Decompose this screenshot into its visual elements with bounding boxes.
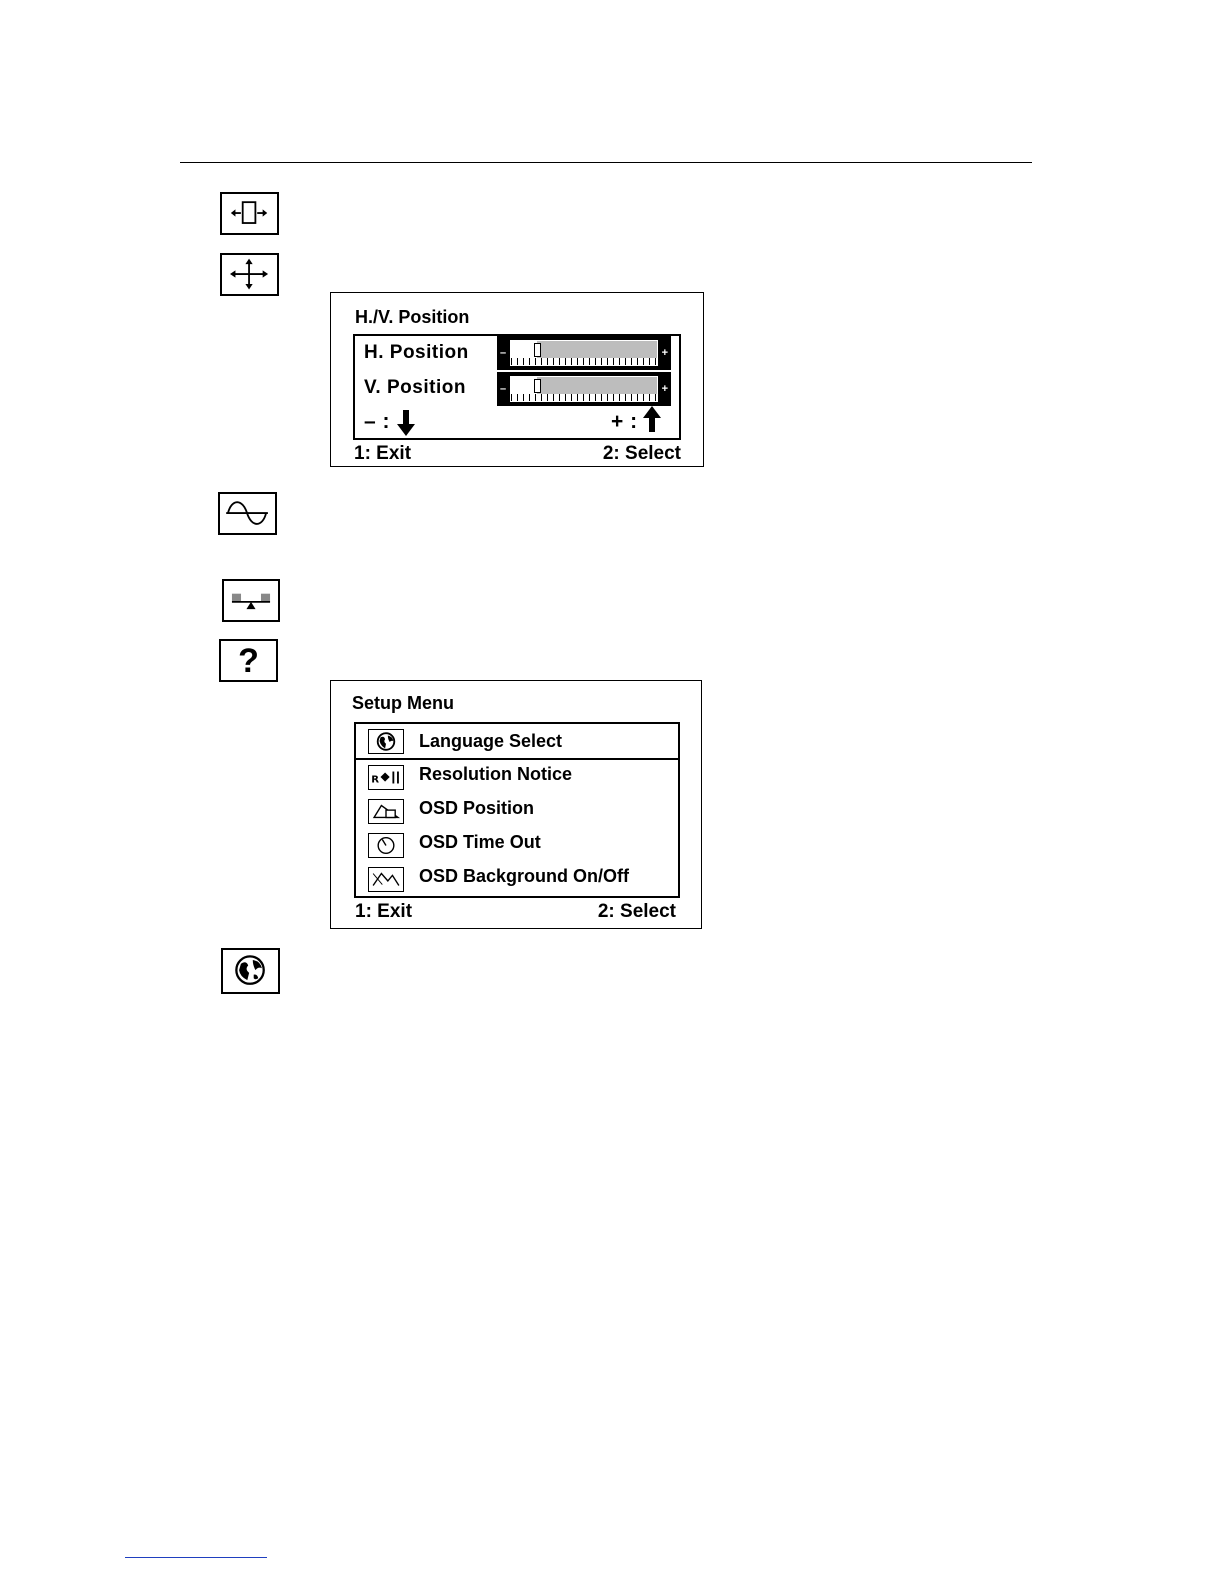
menu-item-label: Resolution Notice — [419, 764, 573, 784]
horizontal-size-icon — [220, 192, 279, 235]
globe-icon — [368, 729, 404, 754]
plus-hint: + : — [611, 410, 638, 433]
select-label: 2: Select — [597, 901, 676, 922]
minus-hint: – : — [364, 410, 391, 433]
v-position-label: V. Position — [364, 377, 466, 398]
osd-adjust-panel — [353, 334, 681, 440]
slider-track — [510, 340, 658, 366]
menu-item-osd-position[interactable] — [356, 794, 678, 828]
slider-track — [510, 376, 658, 402]
top-rule — [180, 162, 1032, 163]
slider-ticks — [511, 394, 657, 401]
osd-title: H./V. Position — [355, 307, 470, 327]
arrow-up-icon — [643, 406, 661, 432]
menu-item-label: OSD Background On/Off — [419, 866, 630, 886]
clock-icon — [368, 833, 404, 858]
exit-label: 1: Exit — [354, 443, 412, 464]
question-mark-icon — [219, 639, 278, 682]
h-position-slider[interactable] — [497, 336, 671, 370]
slider-minus: – — [500, 383, 507, 395]
footer-link-underline — [125, 1557, 267, 1558]
menu-item-label: Language Select — [419, 731, 563, 751]
slider-minus: – — [500, 347, 507, 359]
slider-plus: + — [661, 347, 668, 359]
select-label: 2: Select — [602, 443, 681, 464]
menu-item-label: OSD Position — [419, 798, 535, 818]
slider-ticks — [511, 358, 657, 365]
osd-position-icon — [368, 799, 404, 824]
resolution-notice-icon — [368, 765, 404, 790]
sharpness-icon — [222, 579, 280, 622]
menu-item-language-select[interactable] — [356, 724, 678, 760]
exit-label: 1: Exit — [355, 901, 413, 922]
slider-plus: + — [661, 383, 668, 395]
setup-menu-osd — [330, 680, 702, 929]
sine-wave-icon — [218, 492, 277, 535]
slider-thumb[interactable] — [534, 343, 541, 357]
hv-position-osd — [330, 292, 704, 467]
slider-thumb[interactable] — [534, 379, 541, 393]
menu-item-label: OSD Time Out — [419, 832, 541, 852]
arrow-down-icon — [397, 410, 415, 436]
menu-item-osd-time-out[interactable] — [356, 828, 678, 862]
background-icon — [368, 867, 404, 892]
question-glyph: ? — [238, 642, 259, 680]
svg-text:R: R — [371, 774, 380, 786]
globe-icon — [221, 948, 280, 994]
menu-item-resolution-notice[interactable] — [356, 760, 678, 794]
h-position-label: H. Position — [364, 342, 469, 363]
setup-menu-title: Setup Menu — [352, 693, 454, 713]
position-arrows-icon — [220, 253, 279, 296]
menu-item-osd-background[interactable] — [356, 862, 678, 896]
setup-menu-list — [354, 722, 680, 898]
v-position-slider[interactable] — [497, 372, 671, 406]
